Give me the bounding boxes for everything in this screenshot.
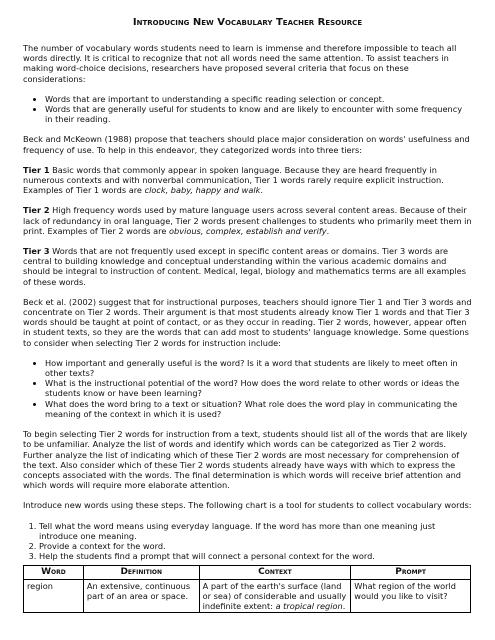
criteria-list <box>23 94 472 125</box>
tier3-label: Tier 3 <box>23 246 50 257</box>
tier1-examples: clock, baby, happy and walk <box>144 185 261 196</box>
tier1-text: Basic words that commonly appear in spoken language. Because they are heard frequently in numerous contexts and with nonverbal communication, Tier 1 words rarely require explicit instruction. Examples of Tier 1 words are <box>23 164 444 196</box>
cell-prompt: What region of the world would you like to visit? <box>351 579 471 613</box>
header-context: Context <box>199 566 351 579</box>
vocabulary-chart <box>23 565 471 613</box>
context-example: a tropical region <box>275 600 343 611</box>
table-header-row <box>24 566 471 579</box>
context-end: . <box>342 600 346 611</box>
question-item: • How important and generally useful is the word? Is it a word that students are likely to meet often in other texts? <box>45 358 472 378</box>
cell-definition: An extensive, continuous part of an area or space. <box>83 579 199 613</box>
tier1-label: Tier 1 <box>23 164 50 175</box>
tier3-text: Words that are not frequently used except in specific content areas or domains. Tier 3 words are central to building knowledge and conceptual understanding within the various academic domains and should be integral to instruction of content. Medical, legal, biology and mathematics terms are all examples of these words. <box>23 246 466 287</box>
header-definition: Definition <box>83 566 199 579</box>
header-prompt: Prompt <box>351 566 471 579</box>
tier2-text: High frequency words used by mature language users across several content areas. Because of their lack of redundancy in oral language, Tier 2 words present challenges to students who primarily meet them in print. Examples of Tier 2 words are <box>23 205 472 236</box>
cell-context <box>199 579 351 613</box>
header-word: Word <box>24 566 84 579</box>
step-item: 2. Provide a context for the word. <box>39 541 472 551</box>
steps-list <box>23 521 472 562</box>
beck-mckeown-paragraph: Beck and McKeown (1988) propose that teachers should place major consideration on words' usefulness and frequency of use. To help in this endeavor, they categorized words into three tiers: <box>23 134 470 155</box>
tier2-examples: obvious, complex, establish and verify <box>169 225 327 236</box>
criteria-item: • Words that are important to understanding a specific reading selection or concept. <box>45 94 472 104</box>
criteria-item: • Words that are generally useful for students to know and are likely to encounter with some frequency in their reading. <box>45 104 472 124</box>
page-title: Introducing New Vocabulary Teacher Resource <box>132 17 363 28</box>
intro-paragraph: The number of vocabulary words students need to learn is immense and therefore impossible to teach all words directly. It is critical to recognize that not all words need the same attention. To assist teachers in making word-choice decisions, researchers have proposed several criteria that focus on these considerations: <box>23 43 457 84</box>
tier1-paragraph <box>23 165 472 196</box>
tier2-paragraph <box>23 205 472 236</box>
begin-paragraph: To begin selecting Tier 2 words for instruction from a text, students should list all of the words that are likely to be unfamiliar. Analyze the list of words and identify which words can be categorized as Tier 2 words. Further analyze the list of indicating which of these Tier 2 words are most necessary for comprehension of the text. Also consider which of these Tier 2 words students already have ways with which to express the concepts associated with the words. The final determination is which words will receive brief attention and which words will require more elaborate attention. <box>23 429 468 491</box>
cell-word: region <box>24 579 84 613</box>
table-row <box>24 579 471 613</box>
context-text: A part of the earth's surface (land or sea) of considerable and usually indefinite extent: <box>202 580 347 611</box>
tier2-end: . <box>326 225 330 236</box>
question-item: • What does the word bring to a text or situation? What role does the word play in communicating the meaning of the context in which it is used? <box>45 399 472 419</box>
tier1-end: . <box>260 185 264 196</box>
tier2-label: Tier 2 <box>23 205 50 216</box>
beck-2002-paragraph: Beck et al. (2002) suggest that for instructional purposes, teachers should ignore Tier 1 and Tier 3 words and concentrate on Tier 2 words. Their argument is that most students already know Tier 1 words and that Tier 3 words should be taught at point of contact, or as they occur in reading. Tier 2 words, however, appear often in student texts, so they are the words that can add most to students' language knowledge. Some questions to consider when selecting Tier 2 words for instruction include: <box>23 296 472 348</box>
steps-intro-paragraph: Introduce new words using these steps. The following chart is a tool for students to collect vocabulary words: <box>23 500 472 511</box>
step-item: 3. Help the students find a prompt that will connect a personal context for the word. <box>39 551 472 561</box>
step-item: 1. Tell what the word means using everyday language. If the word has more than one meaning just introduce one meaning. <box>39 521 472 541</box>
question-item: • What is the instructional potential of the word? How does the word relate to other words or ideas the students know or have been learning? <box>45 378 472 398</box>
tier3-paragraph <box>23 246 472 287</box>
questions-list <box>23 358 472 419</box>
